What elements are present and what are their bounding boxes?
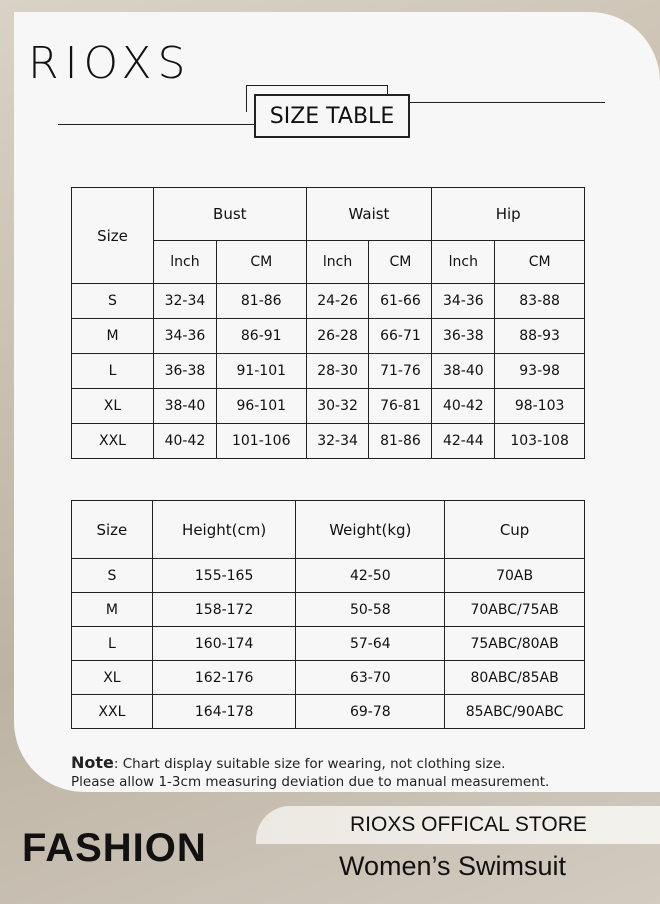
table-cell: 70AB bbox=[445, 559, 585, 593]
table-cell: 30-32 bbox=[306, 389, 369, 424]
table-cell: 57-64 bbox=[296, 627, 445, 661]
product-name: Women’s Swimsuit bbox=[339, 851, 567, 881]
table-cell: 155-165 bbox=[152, 559, 296, 593]
table-row bbox=[72, 627, 585, 661]
table-row bbox=[72, 389, 585, 424]
table-cell: 28-30 bbox=[306, 354, 369, 389]
table-cell: 38-40 bbox=[432, 354, 495, 389]
table-cell: 40-42 bbox=[432, 389, 495, 424]
table-cell: 42-44 bbox=[432, 424, 495, 459]
size-cell: L bbox=[72, 627, 153, 661]
size-cell: XXL bbox=[72, 695, 153, 729]
table-cell: 66-71 bbox=[369, 319, 432, 354]
table-cell: 36-38 bbox=[432, 319, 495, 354]
table-cell: 34-36 bbox=[154, 319, 217, 354]
body-measurement-table bbox=[71, 187, 585, 459]
brand-logo: RIOXS bbox=[28, 38, 192, 89]
store-name: RIOXS OFFICAL STORE bbox=[350, 813, 587, 836]
size-cell: M bbox=[72, 593, 153, 627]
table-cell: 81-86 bbox=[216, 284, 306, 319]
size-cell: S bbox=[72, 284, 154, 319]
table-cell: 88-93 bbox=[495, 319, 585, 354]
table-cell: 71-76 bbox=[369, 354, 432, 389]
weight-header: Weight(kg) bbox=[296, 501, 445, 559]
size-cell: M bbox=[72, 319, 154, 354]
table-row bbox=[72, 695, 585, 729]
table-cell: 40-42 bbox=[154, 424, 217, 459]
table-cell: 42-50 bbox=[296, 559, 445, 593]
table-cell: 32-34 bbox=[154, 284, 217, 319]
size-cell: L bbox=[72, 354, 154, 389]
table-cell: 91-101 bbox=[216, 354, 306, 389]
cup-header: Cup bbox=[445, 501, 585, 559]
unit-header: lnch bbox=[432, 241, 495, 284]
size-cell: S bbox=[72, 559, 153, 593]
table-cell: 86-91 bbox=[216, 319, 306, 354]
note-line-2: Please allow 1-3cm measuring deviation due to manual measurement. bbox=[71, 774, 550, 790]
table-cell: 61-66 bbox=[369, 284, 432, 319]
size-cell: XL bbox=[72, 661, 153, 695]
table-cell: 81-86 bbox=[369, 424, 432, 459]
table-row bbox=[72, 354, 585, 389]
measurement-note bbox=[71, 754, 549, 791]
table-cell: 158-172 bbox=[152, 593, 296, 627]
unit-header: lnch bbox=[306, 241, 369, 284]
table-cell: 70ABC/75AB bbox=[445, 593, 585, 627]
size-header: Size bbox=[72, 188, 154, 284]
note-label: Note bbox=[71, 753, 114, 772]
waist-header: Waist bbox=[306, 188, 432, 241]
table-cell: 34-36 bbox=[432, 284, 495, 319]
fashion-label: FASHION bbox=[22, 826, 207, 870]
section-title: SIZE TABLE bbox=[254, 94, 410, 138]
table-row bbox=[72, 319, 585, 354]
hip-header: Hip bbox=[432, 188, 585, 241]
title-rule-right bbox=[395, 102, 605, 103]
height-header: Height(cm) bbox=[152, 501, 296, 559]
table-cell: 103-108 bbox=[495, 424, 585, 459]
table-row bbox=[72, 661, 585, 695]
table-cell: 24-26 bbox=[306, 284, 369, 319]
table-cell: 32-34 bbox=[306, 424, 369, 459]
table-cell: 80ABC/85AB bbox=[445, 661, 585, 695]
fit-guide-table bbox=[71, 500, 585, 729]
table-row bbox=[72, 593, 585, 627]
title-rule-left bbox=[58, 124, 258, 125]
table-cell: 162-176 bbox=[152, 661, 296, 695]
unit-header: CM bbox=[495, 241, 585, 284]
size-cell: XL bbox=[72, 389, 154, 424]
bust-header: Bust bbox=[154, 188, 307, 241]
table-row bbox=[72, 424, 585, 459]
table-cell: 160-174 bbox=[152, 627, 296, 661]
unit-header: CM bbox=[369, 241, 432, 284]
table-cell: 76-81 bbox=[369, 389, 432, 424]
unit-header: lnch bbox=[154, 241, 217, 284]
table-cell: 69-78 bbox=[296, 695, 445, 729]
table-row bbox=[72, 559, 585, 593]
table-cell: 164-178 bbox=[152, 695, 296, 729]
table-row bbox=[72, 284, 585, 319]
table-cell: 75ABC/80AB bbox=[445, 627, 585, 661]
size-header: Size bbox=[72, 501, 153, 559]
table-cell: 26-28 bbox=[306, 319, 369, 354]
unit-header: CM bbox=[216, 241, 306, 284]
table-cell: 85ABC/90ABC bbox=[445, 695, 585, 729]
table-cell: 101-106 bbox=[216, 424, 306, 459]
table-cell: 36-38 bbox=[154, 354, 217, 389]
table-cell: 50-58 bbox=[296, 593, 445, 627]
table-cell: 98-103 bbox=[495, 389, 585, 424]
size-cell: XXL bbox=[72, 424, 154, 459]
table-cell: 83-88 bbox=[495, 284, 585, 319]
table-cell: 63-70 bbox=[296, 661, 445, 695]
table-cell: 96-101 bbox=[216, 389, 306, 424]
note-line-1: : Chart display suitable size for wearing, not clothing size. bbox=[113, 756, 506, 772]
table-cell: 93-98 bbox=[495, 354, 585, 389]
table-cell: 38-40 bbox=[154, 389, 217, 424]
